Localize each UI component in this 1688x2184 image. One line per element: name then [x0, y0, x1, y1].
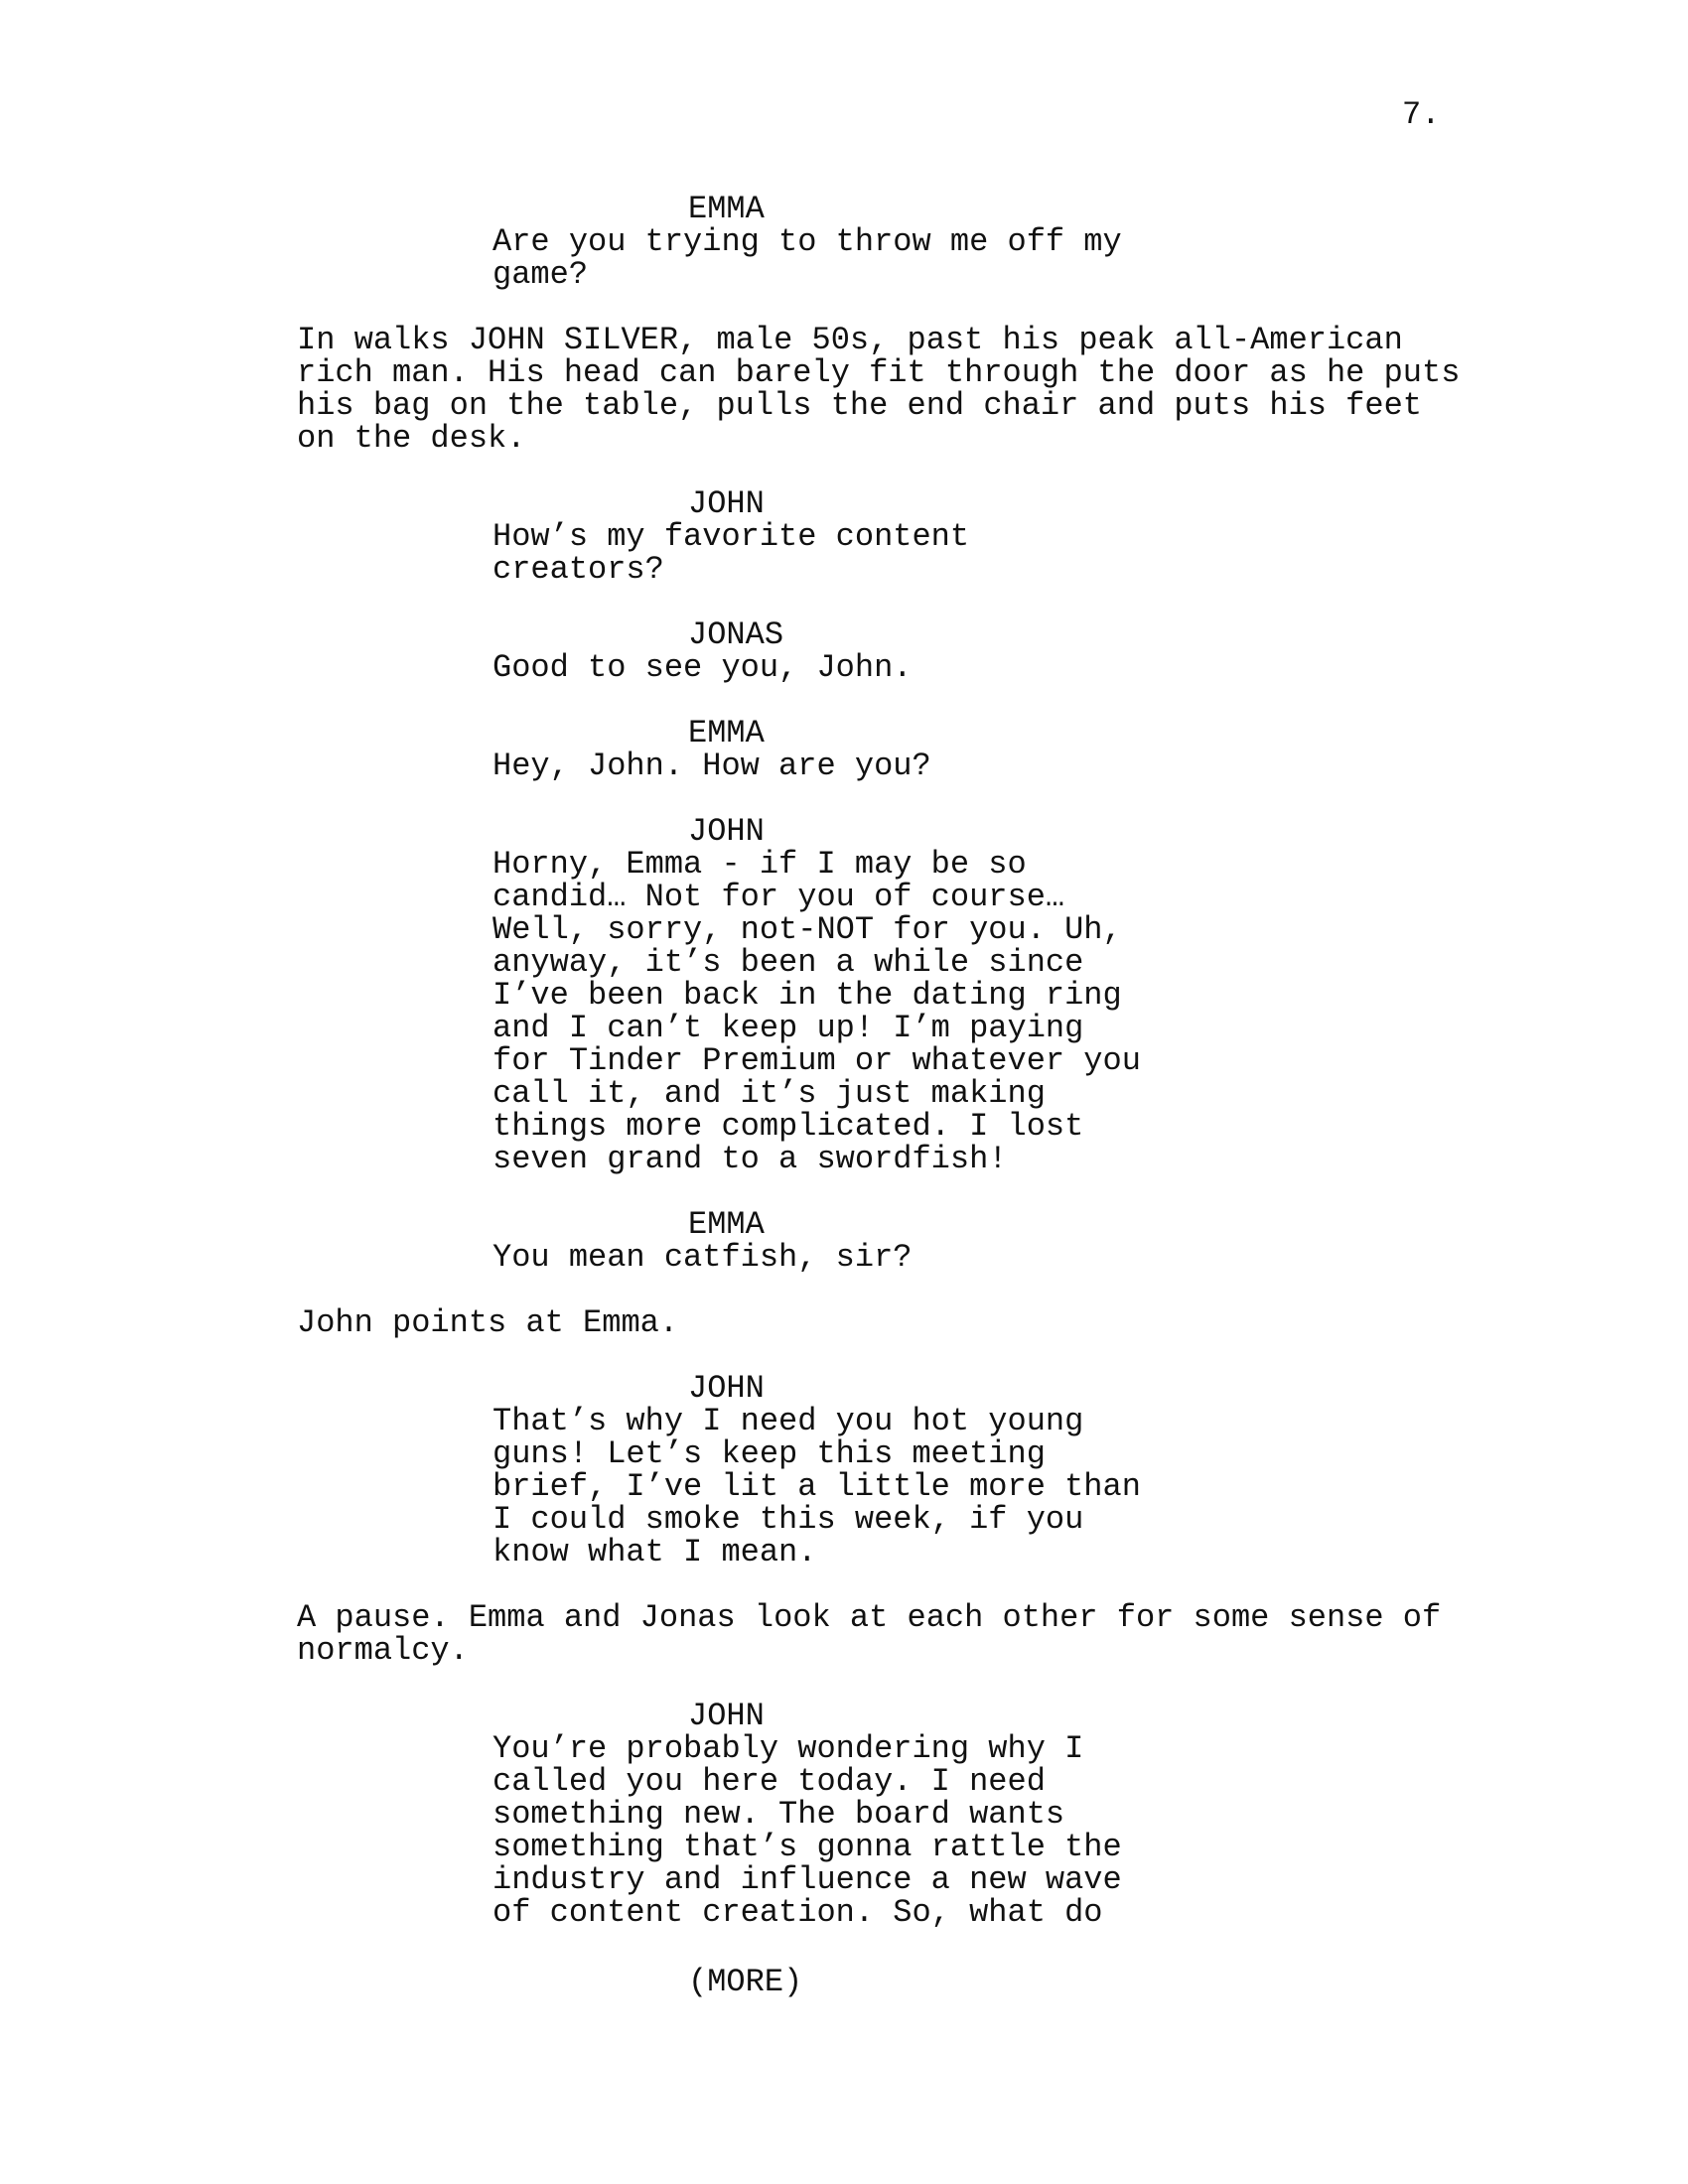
dialogue-line: of content creation. So, what do [492, 1894, 1103, 1931]
action-line: In walks JOHN SILVER, male 50s, past his peak all-American [297, 322, 1403, 358]
dialogue-line: Hey, John. How are you? [492, 748, 931, 784]
dialogue-line: How’s my favorite content [492, 518, 970, 555]
dialogue-line: game? [492, 256, 589, 293]
dialogue-line: for Tinder Premium or whatever you [492, 1042, 1141, 1079]
character-name: EMMA [688, 715, 765, 751]
page-number: 7. [1402, 96, 1441, 133]
dialogue-line: You’re probably wondering why I [492, 1730, 1084, 1767]
action-line: A pause. Emma and Jonas look at each other for some sense of [297, 1599, 1442, 1636]
dialogue-line: industry and influence a new wave [492, 1861, 1122, 1898]
dialogue-block [0, 1700, 1688, 1929]
character-name: JONAS [688, 616, 784, 653]
dialogue-block [0, 1372, 1688, 1569]
dialogue-line: Horny, Emma - if I may be so [492, 846, 1027, 883]
dialogue-line: something that’s gonna rattle the [492, 1829, 1122, 1865]
character-name: EMMA [688, 191, 765, 227]
character-name: JOHN [688, 1698, 765, 1734]
dialogue-line: brief, I’ve lit a little more than [492, 1468, 1141, 1505]
action-block [0, 1601, 1688, 1667]
dialogue-block [0, 815, 1688, 1175]
action-block [0, 1306, 1688, 1339]
dialogue-line: know what I mean. [492, 1534, 817, 1570]
action-line: rich man. His head can barely fit through the door as he puts [297, 354, 1461, 391]
dialogue-line: Good to see you, John. [492, 649, 913, 686]
action-line: normalcy. [297, 1632, 469, 1669]
more-continuation: (MORE) [688, 1964, 803, 2000]
dialogue-block [0, 717, 1688, 782]
dialogue-line: seven grand to a swordfish! [492, 1141, 1008, 1177]
character-name: JOHN [688, 485, 765, 522]
dialogue-line: call it, and it’s just making [492, 1075, 1046, 1112]
dialogue-line: called you here today. I need [492, 1763, 1046, 1800]
character-name: JOHN [688, 1370, 765, 1407]
dialogue-line: I’ve been back in the dating ring [492, 977, 1122, 1014]
dialogue-line: You mean catfish, sir? [492, 1239, 913, 1276]
character-name: EMMA [688, 1206, 765, 1243]
dialogue-line: That’s why I need you hot young [492, 1403, 1084, 1439]
dialogue-line: Are you trying to throw me off my [492, 223, 1122, 260]
dialogue-line: something new. The board wants [492, 1796, 1065, 1833]
dialogue-line: and I can’t keep up! I’m paying [492, 1010, 1084, 1046]
dialogue-block [0, 193, 1688, 291]
screenplay-body [0, 193, 1688, 1962]
action-block [0, 324, 1688, 455]
dialogue-line: creators? [492, 551, 664, 588]
character-name: JOHN [688, 813, 765, 850]
dialogue-line: I could smoke this week, if you [492, 1501, 1084, 1538]
dialogue-block [0, 618, 1688, 684]
dialogue-block [0, 487, 1688, 586]
dialogue-line: guns! Let’s keep this meeting [492, 1435, 1046, 1472]
dialogue-line: candid… Not for you of course… [492, 879, 1065, 915]
dialogue-block [0, 1208, 1688, 1274]
action-line: on the desk. [297, 420, 526, 457]
dialogue-line: Well, sorry, not-NOT for you. Uh, [492, 911, 1122, 948]
action-line: John points at Emma. [297, 1304, 679, 1341]
action-line: his bag on the table, pulls the end chair and puts his feet [297, 387, 1422, 424]
dialogue-line: anyway, it’s been a while since [492, 944, 1084, 981]
dialogue-line: things more complicated. I lost [492, 1108, 1084, 1145]
